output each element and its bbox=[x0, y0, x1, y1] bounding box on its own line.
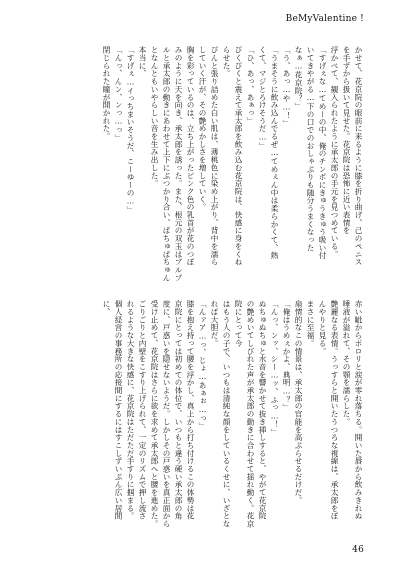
text-line: ルと承太郎の動きにあわせて上下にぶつかり合い、ぱちゅぱちゅん bbox=[162, 46, 171, 282]
text-line: なぁ…花京院？」 bbox=[294, 46, 303, 111]
text-line: れば大胆だ。 bbox=[210, 300, 219, 348]
page-header-title: BeMyValentine ! bbox=[285, 14, 364, 24]
text-line: 本当に、 bbox=[138, 46, 147, 78]
text-line: 浮かべて、観入られたように承太郎の手元を見つめている。 bbox=[330, 46, 339, 258]
text-line: いてきやがる…下の口でのおしゃぶりも随分うまくなった bbox=[306, 46, 315, 252]
text-line: 扇情的なこの情景は、承太郎の官能を高ぶらせるだけだ。 bbox=[294, 300, 303, 505]
text-line: くて、マジとろけそうだ…」 bbox=[258, 46, 267, 150]
text-line: 「ひ、あっ、あぁっ」 bbox=[246, 46, 255, 125]
text-line: 赤い眦からポロリと涙が零れ落ちる。開いた唇から飲みきれぬ bbox=[354, 300, 363, 520]
text-line: ぴんと張り詰めた白い肌は、薄桃色に染め上がり、背中を濡ら bbox=[210, 46, 219, 266]
text-line: 膝を抱え持って腰を浮かし、真上から打ち付けるこの体勢は花 bbox=[186, 300, 195, 520]
text-line: びくびくと震えて承太郎を飲み込む花京院は、快感に身をくね bbox=[234, 46, 243, 266]
main-text-bottom-block bbox=[40, 300, 364, 535]
text-line: はもう人の子で、いつもは清純な顔をしているくせに、いざとな bbox=[222, 300, 231, 528]
text-line: 「んっ、んン、ンっ…っ」 bbox=[114, 46, 123, 142]
text-line: んやりと見る。 bbox=[318, 300, 327, 355]
text-line: 「んァア…っ、じょ…あぁぉ…っ」 bbox=[198, 300, 207, 430]
text-line: 「俺はうめぇかよ、典明…？」 bbox=[282, 300, 291, 412]
text-line: かせて、花京院の眼前に来るように膝を折り曲げ、己のペニス bbox=[354, 46, 363, 266]
text-line: していく汗が、その艶めかしさを増していく。 bbox=[198, 46, 207, 211]
text-line: 唾液が溢れて、その顎を濡らした。 bbox=[342, 300, 351, 426]
text-line: 胸を彩っているのは、立ち上がったピンク色の乳首が花のつぼ bbox=[186, 46, 195, 266]
text-line: 個人経営の事務所の応接間にするにはすこしずいぶん広い居間に、 bbox=[102, 300, 123, 520]
text-line: れるような大きな快感に、花京院はただただ手すりに掴まる。 bbox=[126, 300, 135, 520]
text-line: 受け止めて、花京院はさらに欲を求めて承太郎へと腰を進めた。 bbox=[150, 300, 159, 528]
text-line: となんともいやらしい音を生み出した。 bbox=[150, 46, 159, 188]
text-line: 度に、戸惑いを隠せないようだ。しかしその戸惑いを真正面から bbox=[162, 300, 171, 528]
text-line: みのように天を向き、承太郎を誘った。また、根元の双玉はプルプ bbox=[174, 46, 183, 282]
text-line: ぬちゅぬちゅと水音を響かせて抜き挿しすると、やがて花京院 bbox=[258, 300, 267, 520]
text-line: 「んっ、ンッ、シー…ッ、ふっ…！」 bbox=[270, 300, 279, 437]
text-line: 閉じられた瞳が開かれた。 bbox=[102, 46, 111, 141]
text-line: らせた。 bbox=[222, 46, 231, 78]
text-line: 「すげぇな…てめーの中、俺のチンポにきゅうきゅう吸い付 bbox=[318, 46, 327, 260]
text-line: 「すげぇ…イっちまいそうだ、こーゆーの…」 bbox=[126, 46, 135, 214]
text-line: 「う、あっ…や…！」 bbox=[282, 46, 291, 128]
text-line: まさに至福。 bbox=[306, 300, 315, 348]
text-line: の艶めいてしびれた声が承太郎の動きに合わせて揺れ動く。花京院にとって今 bbox=[234, 300, 255, 528]
text-line: ごりごりと内壁をこすり上げられて、一定のリズムで押し流さ bbox=[138, 300, 147, 520]
text-line: を手ずから扱いて見せた。花京院は恐怖に近い表情を bbox=[342, 46, 351, 235]
text-line: 京院にとっては初めての体位で、いつもと違う硬い承太郎の角 bbox=[174, 300, 183, 520]
text-line: 「うまそうに飲み込んでるぜ…てめぇん中は柔らかくて、熱 bbox=[270, 46, 279, 260]
text-line: 艶麗なる表情。うっすらと開いたうつろな視線は、承太郎をぼ bbox=[330, 300, 339, 520]
page-number: 46 bbox=[352, 545, 364, 555]
main-text-top-block bbox=[40, 46, 364, 288]
